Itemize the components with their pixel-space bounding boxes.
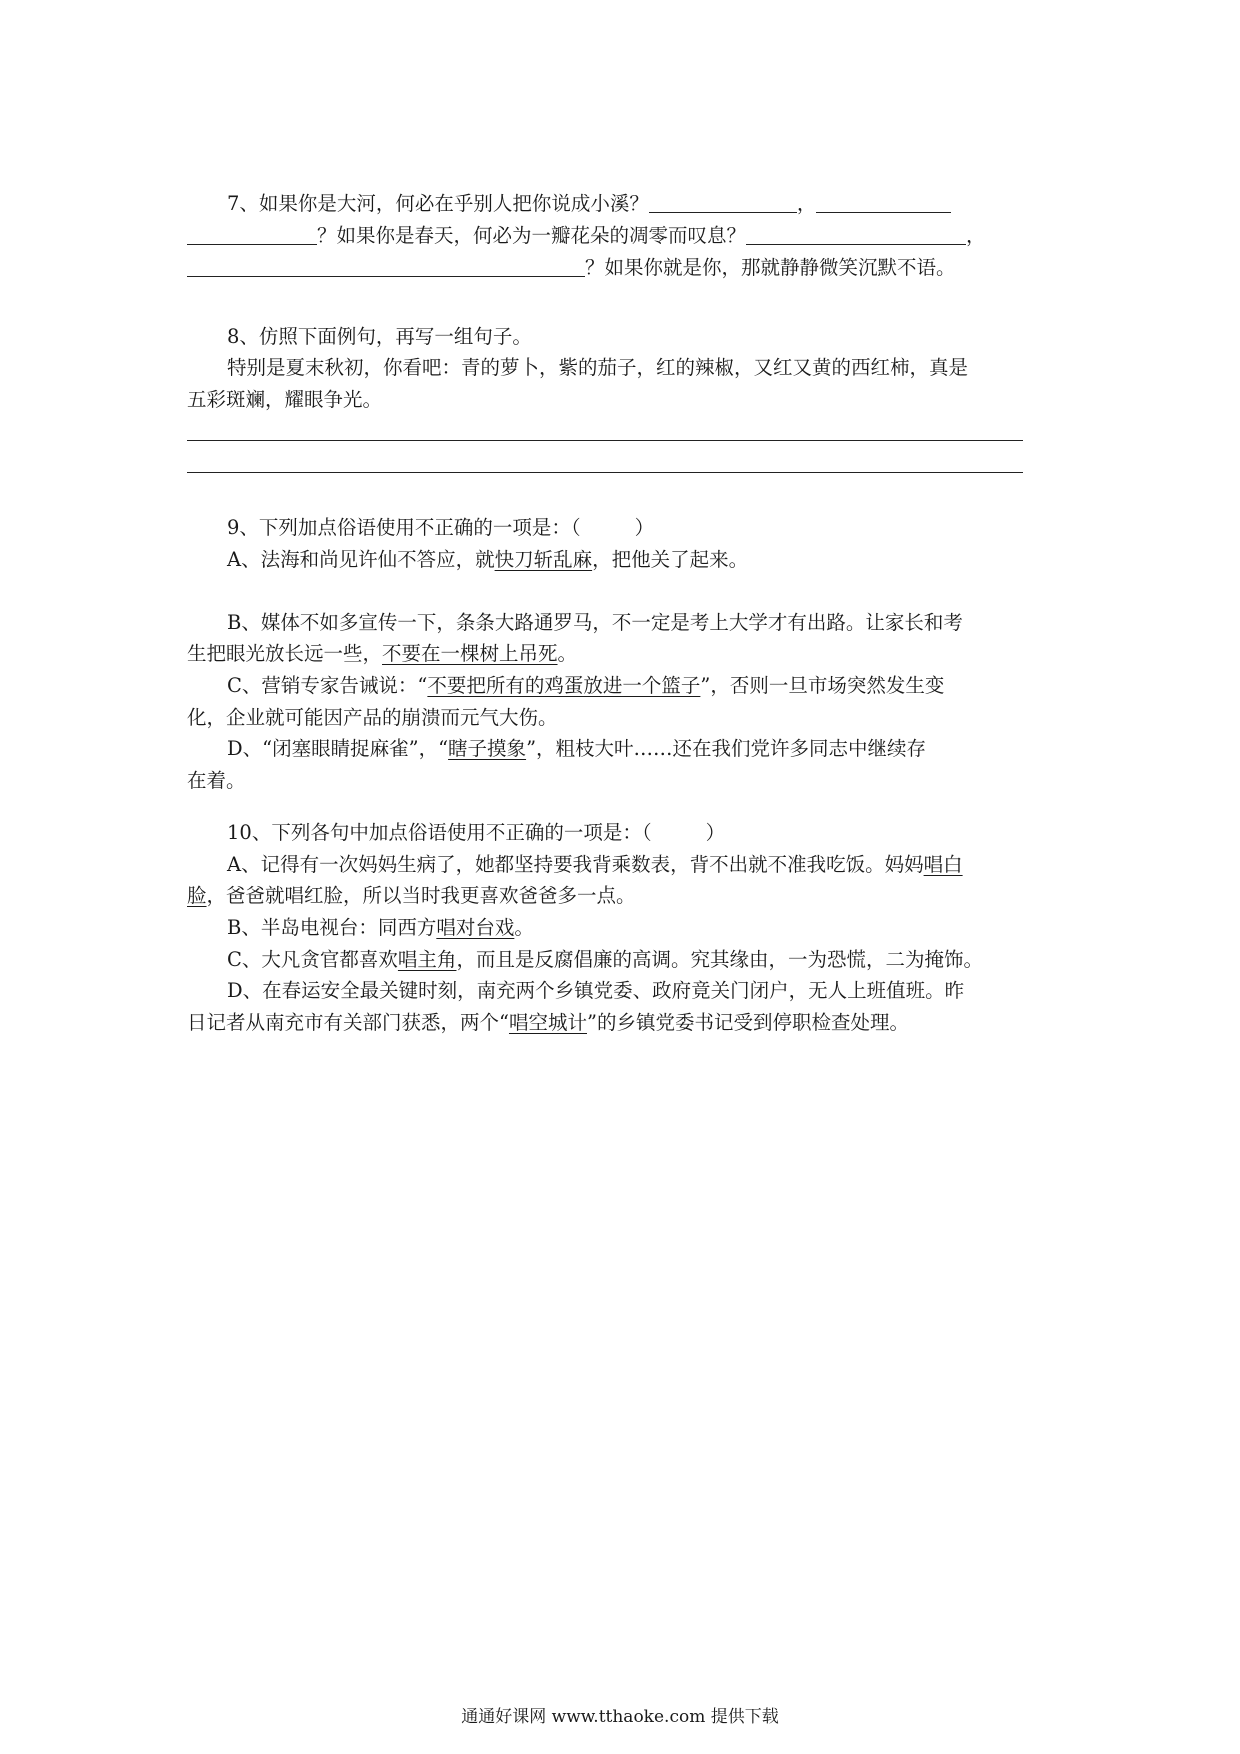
q9-option-c-1 [227,670,1097,702]
q7-blank-4[interactable] [746,222,966,245]
q10-close-paren: ） [705,821,726,844]
q7-comma-2: ， [966,224,986,247]
q7-text-1: 7、如果你是大河，何必在乎别人把你说成小溪？ [227,192,649,215]
q9-b-tail: 。 [557,642,578,665]
q10-b-text: B、半岛电视台：同西方 [227,916,437,939]
q9-a-text: A、法海和尚见许仙不答应，就 [227,548,495,571]
q9-c-tail: ”，否则一旦市场突然发生变 [700,674,945,697]
q10-c-proverb: 唱主角 [397,948,457,971]
q7-text-3: ？如果你就是你，那就静静微笑沉默不语。 [585,256,956,279]
q9-a-proverb: 快刀斩乱麻 [494,548,593,571]
q9-a-tail: ，把他关了起来。 [592,548,749,571]
q7-line-3 [187,252,1057,284]
q7-blank-2[interactable] [816,190,951,213]
q9-option-d-2: 在着。 [187,769,246,792]
q10-d-proverb: 唱空城计 [508,1011,587,1034]
q7-comma: ， [796,192,817,215]
q8-example-1: 特别是夏末秋初，你看吧：青的萝卜，紫的茄子，红的辣椒，又红又黄的西红柿，真是 [227,356,969,379]
q10-option-a-1 [227,849,1097,881]
q10-title [227,817,1097,849]
q7-blank-1[interactable] [649,190,797,213]
page-footer: 通通好课网 www.tthaoke.com 提供下载 [461,1707,779,1727]
q7-line-1 [227,188,1097,220]
q9-d-proverb: 瞎子摸象 [448,737,527,760]
q7-text-2: ？如果你是春天，何必为一瓣花朵的凋零而叹息？ [317,224,747,247]
q8-answer-line-2[interactable] [187,472,1023,473]
q10-option-d-1: D、在春运安全最关键时刻，南充两个乡镇党委、政府竟关门闭户，无人上班值班。昨 [227,979,965,1002]
q7-blank-5[interactable] [187,254,585,277]
q10-title-text: 10、下列各句中加点俗语使用不正确的一项是：（ [227,821,652,844]
q9-option-a [227,544,1097,576]
q9-b-text: 生把眼光放长远一些， [187,642,383,665]
q10-c-text: C、大凡贪官都喜欢 [227,948,398,971]
q10-a-text: A、记得有一次妈妈生病了，她都坚持要我背乘数表，背不出就不准我吃饭。妈妈 [227,853,924,876]
q9-c-proverb: 不要把所有的鸡蛋放进一个篮子 [427,674,701,697]
q8-example-2: 五彩斑斓，耀眼争光。 [187,388,383,411]
q9-title [227,512,1097,544]
q9-option-b-2 [187,638,1057,670]
q9-option-b-1: B、媒体不如多宣传一下，条条大路通罗马，不一定是考上大学才有出路。让家长和考 [227,611,963,634]
q9-title-text: 9、下列加点俗语使用不正确的一项是：（ [227,516,581,539]
q9-option-d-1 [227,733,1097,765]
q7-blank-3[interactable] [187,222,317,245]
q10-b-proverb: 唱对台戏 [436,916,515,939]
q10-a-proverb-start: 唱白 [923,853,963,876]
q10-a-tail: ，爸爸就唱红脸，所以当时我更喜欢爸爸多一点。 [206,884,636,907]
q9-d-tail: ”，粗枝大叶……还在我们党许多同志中继续存 [526,737,927,760]
q10-b-tail: 。 [514,916,534,939]
q10-a-proverb-end: 脸 [187,884,207,907]
q10-option-d-2 [187,1007,1057,1039]
q9-close-paren: ） [634,516,655,539]
q10-option-a-2 [187,880,1057,912]
q9-c-text: C、营销专家告诫说：“ [227,674,428,697]
q9-d-text: D、“闭塞眼睛捉麻雀”，“ [227,737,449,760]
q10-c-tail: ，而且是反腐倡廉的高调。究其缘由，一为恐慌，二为掩饰。 [456,948,983,971]
q9-b-proverb: 不要在一棵树上吊死 [382,642,558,665]
q8-answer-line-1[interactable] [187,440,1023,441]
q9-option-c-2: 化，企业就可能因产品的崩溃而元气大伤。 [187,706,558,729]
q10-d-tail: ”的乡镇党委书记受到停职检查处理。 [587,1011,909,1034]
q10-option-c [227,944,1097,976]
q10-option-b [227,912,1097,944]
q7-line-2 [187,220,1057,252]
q8-title: 8、仿照下面例句，再写一组句子。 [227,325,532,348]
q10-d-text: 日记者从南充市有关部门获悉，两个“ [187,1011,509,1034]
